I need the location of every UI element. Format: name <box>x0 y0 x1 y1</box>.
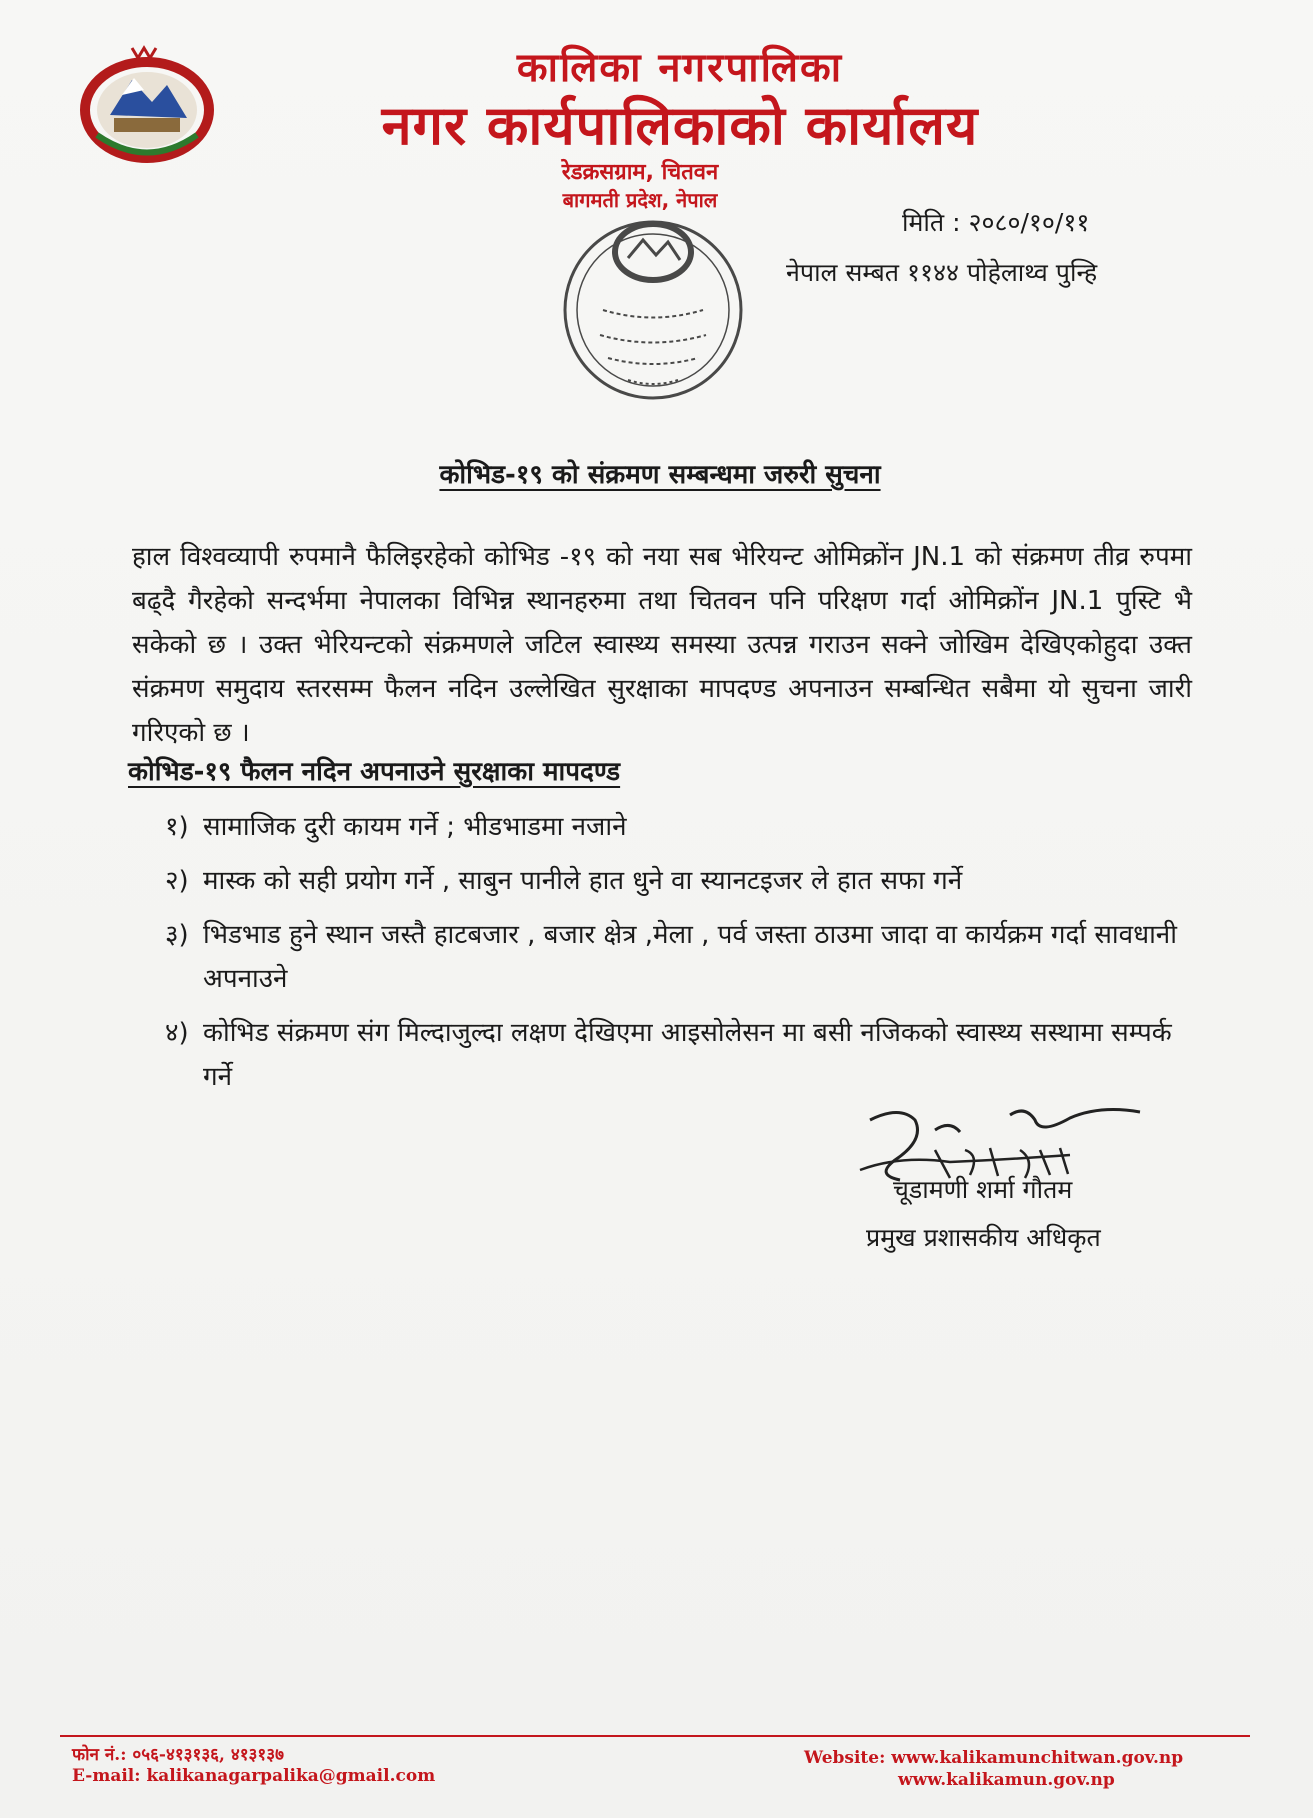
footer-website-1: Website: www.kalikamunchitwan.gov.np <box>804 1748 1184 1768</box>
footer-email: E-mail: kalikanagarpalika@gmail.com <box>72 1766 436 1786</box>
list-item <box>165 913 1195 1001</box>
list-number: २) <box>165 866 189 896</box>
list-text: सामाजिक दुरी कायम गर्ने ; भीडभाडमा नजाने <box>203 812 627 842</box>
notice-body: हाल विश्वव्यापी रुपमानै फैलिइरहेको कोभिड -१९ को नया सब भेरियन्ट ओमिक्रोंन JN.1 को संक्रमण तीव्र रुपमा बढ्दै गैरहेको सन्दर्भमा नेपालका विभिन्न स्थानहरुमा तथा चितवन पनि परिक्षण गर्दा ओमिक्रोंन JN.1 पुस्टि भै सकेको छ । उक्त भेरियन्टको संक्रमणले जटिल स्वास्थ्य समस्या उत्पन्न गराउन सक्ने जोखिम देखिएकोहुदा उक्त संक्रमण समुदाय स्तरसम्म फैलन नदिन उल्लेखित सुरक्षाका मापदण्ड अपनाउन सम्बन्धित सबैमा यो सुचना जारी गरिएको छ । <box>132 542 1192 748</box>
footer-divider <box>60 1735 1250 1737</box>
footer-phone: फोन नं.: ०५६-४१३१३६, ४१३१३७ <box>72 1745 284 1765</box>
notice-subject: कोभिड-१९ को संक्रमण सम्बन्धमा जरुरी सुचना <box>439 460 881 490</box>
address-line-1: रेडक्रसग्राम, चितवन <box>561 160 719 185</box>
list-number: १) <box>165 812 189 842</box>
list-item <box>165 1011 1195 1099</box>
measures-list <box>165 805 1195 1109</box>
nepal-sambat-date: नेपाल सम्बत ११४४ पोहेलाथ्व पुन्हि <box>786 258 1098 287</box>
list-number: ४) <box>165 1018 189 1048</box>
emblem-logo <box>72 40 222 165</box>
address-line-2: बागमती प्रदेश, नेपाल <box>562 188 718 212</box>
office-name: नगर कार्यपालिकाको कार्यालय <box>381 94 979 157</box>
footer-website-2: www.kalikamun.gov.np <box>898 1770 1115 1790</box>
list-text: भिडभाड हुने स्थान जस्तै हाटबजार , बजार क्षेत्र ,मेला , पर्व जस्ता ठाउमा जादा वा कार्यक्रम गर्दा सावधानी अपनाउने <box>203 920 1177 994</box>
list-text: कोभिड संक्रमण संग मिल्दाजुल्दा लक्षण देखिएमा आइसोलेसन मा बसी नजिकको स्वास्थ्य सस्थामा सम्पर्क गर्ने <box>203 1018 1172 1092</box>
measures-heading: कोभिड-१९ फैलन नदिन अपनाउने सुरक्षाका मापदण्ड <box>128 757 621 787</box>
official-stamp <box>548 200 758 420</box>
list-item <box>165 805 1195 849</box>
list-number: ३) <box>165 920 189 950</box>
letter-date: मिति : २०८०/१०/११ <box>902 208 1090 237</box>
signer-title: प्रमुख प्रशासकीय अधिकृत <box>866 1223 1101 1252</box>
signer-name: चूडामणी शर्मा गौतम <box>893 1175 1073 1204</box>
list-item <box>165 859 1195 903</box>
list-text: मास्क को सही प्रयोग गर्ने , साबुन पानीले हात धुने वा स्यानटइजर ले हात सफा गर्ने <box>203 866 963 896</box>
org-name: कालिका नगरपालिका <box>516 45 844 91</box>
